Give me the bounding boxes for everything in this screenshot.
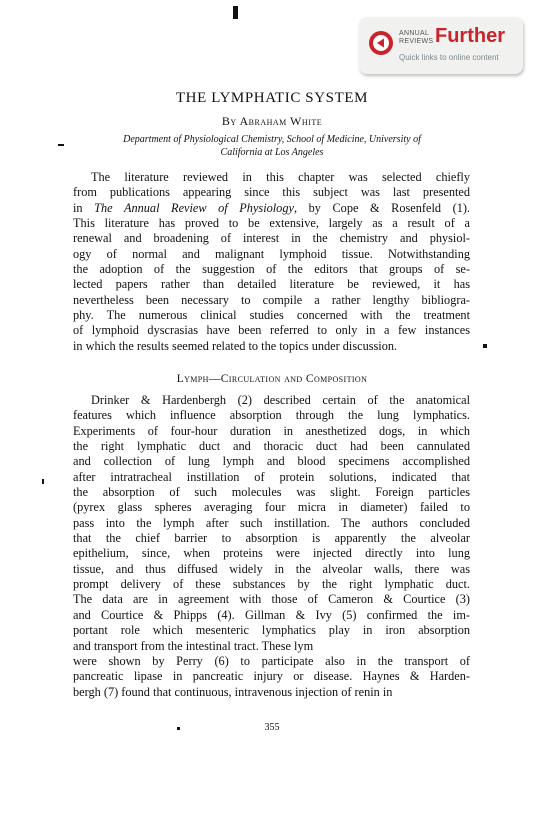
- page-number: 355: [264, 722, 280, 733]
- text-line: after intratracheal instillation of protein solutions, indicated that: [73, 469, 470, 484]
- text-line: ogy of normal and malignant lymphoid tissue. Notwithstanding: [73, 246, 470, 261]
- scan-mark-left-2: [42, 479, 44, 484]
- text-line: The data are in agreement with those of Cameron & Courtice (3): [73, 592, 470, 607]
- article-title: THE LYMPHATIC SYSTEM: [175, 90, 369, 106]
- text-line: This literature has proved to be extensive, largely as a result of a: [73, 216, 470, 231]
- text-line: tissue, and thus diffused widely in the alveolar walls, there was: [73, 561, 470, 576]
- scan-mark-right: [483, 344, 487, 348]
- badge-line2: REVIEWS: [399, 38, 434, 45]
- journal-title: The Annual Review of Physiology: [94, 200, 294, 215]
- text-line: of lymphoid dyscrasias have been referred to only in a few instances: [73, 323, 470, 338]
- text-line: nevertheless been necessary to compile a rather lengthy bibliogra-: [73, 292, 470, 307]
- badge-brand: Further: [435, 25, 505, 47]
- affiliation-line: California at Los Angeles: [220, 147, 324, 158]
- text-line: phy. The numerous clinical studies concerned with the treatment: [73, 308, 470, 323]
- text-line: were shown by Perry (6) to participate also in the transport of: [73, 653, 470, 668]
- text-line: and collection of lung lymph and blood specimens accomplished: [73, 454, 470, 469]
- text-line: pancreatic lipase in pancreatic injury or disease. Haynes & Harden-: [73, 669, 470, 684]
- text-line: Drinker & Hardenbergh (2) described certain of the anatomical: [91, 393, 470, 407]
- text-line: renewal and broadening of interest in the chemistry and physiol-: [73, 231, 470, 246]
- section-paragraph: [73, 393, 470, 700]
- text-line: from publications appearing since this subject was last presented: [73, 185, 470, 200]
- section-heading: Lymph—Circulation and Composition: [176, 373, 368, 385]
- text-line: in The Annual Review of Physiology, by Cope & Rosenfeld (1).: [73, 200, 471, 215]
- text-line: portant role which mesenteric lymphatics play in iron absorption: [73, 623, 470, 638]
- text-line: (pyrex glass spheres averaging four micra in diameter) failed to: [73, 500, 470, 515]
- scan-mark-top: [233, 6, 238, 19]
- affiliation-line: Department of Physiological Chemistry, School of Medicine, University of: [123, 134, 421, 145]
- text-line: the right lymphatic duct and thoracic duct had been cannulated: [73, 439, 470, 454]
- text-line: The literature reviewed in this chapter was selected chiefly: [91, 170, 470, 184]
- text-line: prompt delivery of these substances by the right lymphatic duct.: [73, 577, 470, 592]
- text-line: features which influence absorption through the lung lymphatics.: [73, 408, 470, 423]
- article-author: By Abraham White: [221, 114, 323, 128]
- text-line: that the chief barrier to absorption is apparently the alveolar: [73, 531, 470, 546]
- text-line: lected papers rather than detailed literature be reviewed, it has: [73, 277, 470, 292]
- text-line: in which the results seemed related to the topics under discussion.: [73, 338, 398, 353]
- badge-subtitle: Quick links to online content: [399, 53, 499, 62]
- badge-publisher: [399, 30, 433, 46]
- text-line: the adoption of the suggestion of the editors that groups of se-: [73, 262, 470, 277]
- text-line: Experiments of four-hour duration in anesthetized dogs, in which: [73, 423, 470, 438]
- text-line: bergh (7) found that continuous, intravenous injection of renin in: [73, 684, 393, 699]
- text-line: and Courtice & Phipps (4). Gillman & Ivy (5) confirmed the im-: [73, 607, 470, 622]
- intro-paragraph: [73, 170, 470, 354]
- text-line: pass into the lymph after such instillation. The authors concluded: [73, 515, 470, 530]
- scan-mark-left: [58, 144, 64, 146]
- text-line: the absorption of such molecules was slight. Foreign particles: [73, 485, 470, 500]
- text-line: epithelium, since, when proteins were injected directly into lung: [73, 546, 470, 561]
- badge-line1: ANNUAL: [399, 30, 430, 37]
- text-line: and transport from the intestinal tract. These lym: [73, 638, 314, 653]
- play-circle-icon: [368, 30, 394, 56]
- author-affiliation: [80, 133, 464, 159]
- further-links-badge[interactable]: [359, 17, 523, 74]
